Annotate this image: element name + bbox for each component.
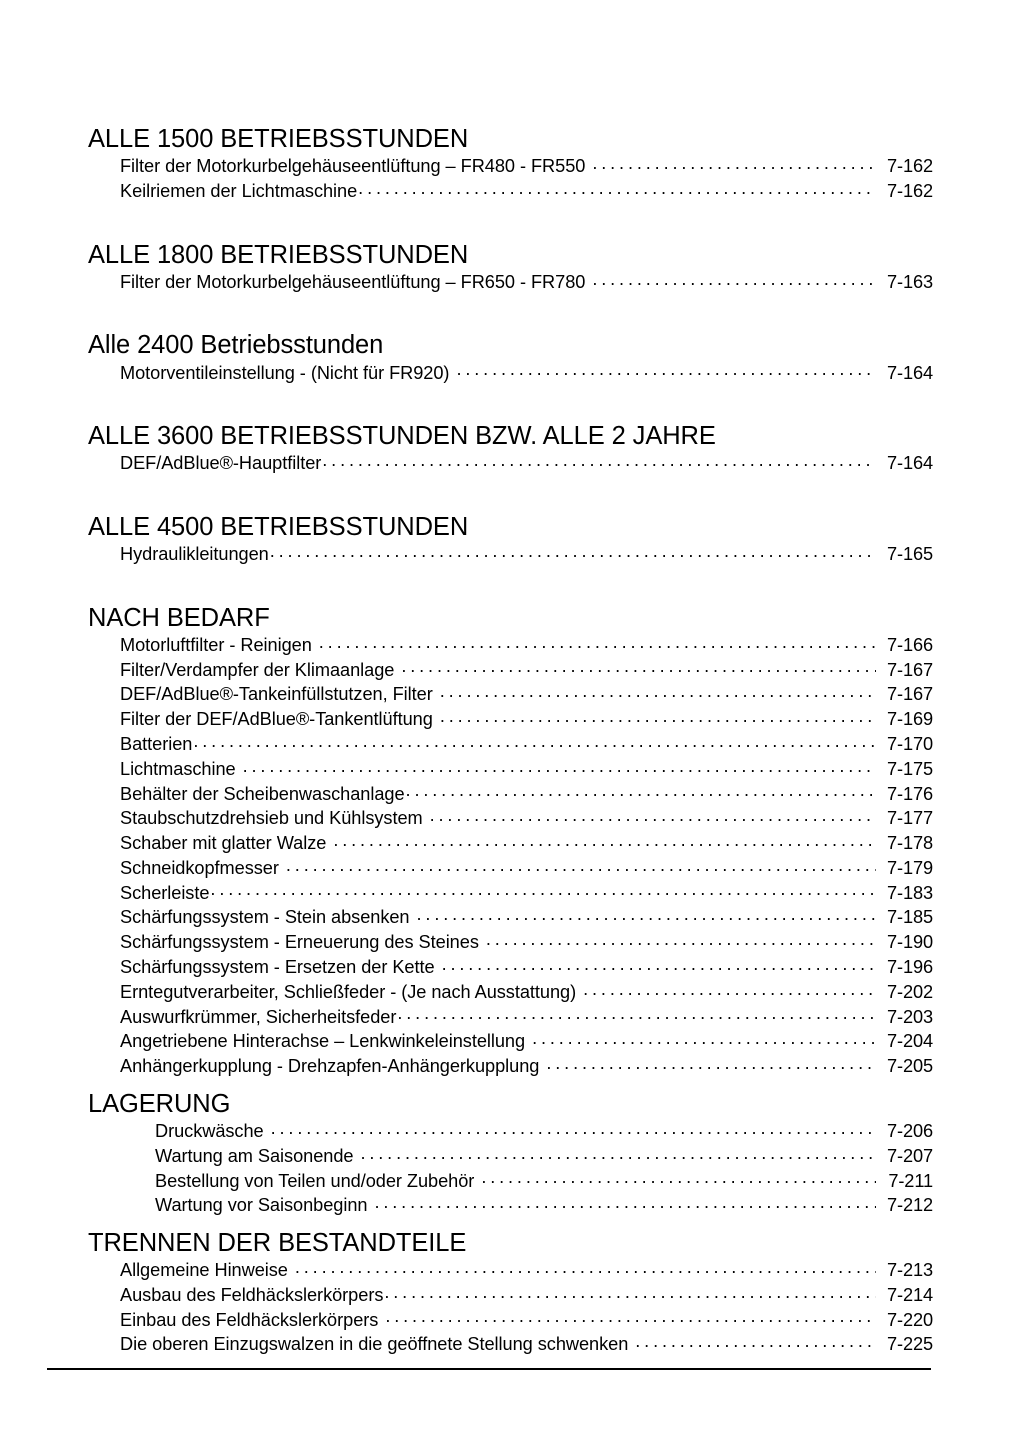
dot-leader	[583, 980, 876, 998]
dot-leader	[406, 781, 876, 799]
toc-entry[interactable]	[120, 707, 933, 732]
toc-entry-label: Batterien	[120, 734, 193, 754]
toc-entry-list	[88, 542, 933, 567]
toc-entry-label: Staubschutzdrehsieb und Kühlsystem	[120, 808, 423, 829]
toc-entry-list	[88, 633, 933, 1079]
dot-leader	[481, 1168, 876, 1186]
dot-leader	[360, 1144, 876, 1162]
toc-entry[interactable]	[120, 757, 933, 782]
toc-entry-list	[88, 360, 933, 385]
toc-entry-page-number: 7-165	[886, 544, 933, 565]
toc-entry[interactable]	[120, 732, 933, 757]
toc-entry-label: Motorluftfilter - Reinigen	[120, 634, 312, 655]
dot-leader	[319, 633, 876, 651]
dot-leader	[243, 757, 876, 775]
toc-entry-page-number: 7-167	[886, 659, 933, 680]
dot-leader	[397, 1004, 876, 1022]
toc-entry-label: Ausbau des Feldhäckslerkörpers	[120, 1284, 384, 1305]
dot-leader	[417, 905, 876, 923]
toc-entry-page-number: 7-177	[886, 808, 933, 829]
dot-leader	[430, 806, 876, 824]
toc-entry-label: Scherleiste	[120, 882, 210, 903]
toc-entry-label: Filter der DEF/AdBlue®-Tankentlüftung	[120, 709, 433, 730]
dot-leader	[384, 1283, 876, 1301]
toc-section-heading: ALLE 3600 BETRIEBSSTUNDEN BZW. ALLE 2 JAHRE	[88, 422, 716, 451]
toc-entry-page-number: 7-169	[886, 709, 933, 730]
toc-section-heading: ALLE 4500 BETRIEBSSTUNDEN	[88, 512, 469, 541]
toc-entry[interactable]	[120, 781, 933, 806]
toc-entry-page-number: 7-207	[886, 1145, 933, 1166]
toc-entry[interactable]	[155, 1144, 933, 1169]
toc-section-heading: ALLE 1800 BETRIEBSSTUNDEN	[88, 240, 469, 269]
toc-section	[88, 240, 933, 295]
toc-entry[interactable]	[120, 270, 933, 295]
toc-entry-label: Schärfungssystem - Erneuerung des Steines	[120, 932, 479, 953]
toc-entry-page-number: 7-214	[886, 1284, 933, 1305]
toc-entry-label: Auswurfkrümmer, Sicherheitsfeder	[120, 1006, 397, 1027]
dot-leader	[592, 154, 876, 172]
toc-entry[interactable]	[120, 1054, 933, 1079]
toc-entry[interactable]	[120, 1029, 933, 1054]
toc-entry-list	[88, 451, 933, 476]
toc-entry-page-number: 7-202	[886, 981, 933, 1002]
toc-entry-page-number: 7-170	[886, 734, 933, 754]
toc-entry-label: Schärfungssystem - Stein absenken	[120, 907, 410, 928]
dot-leader	[374, 1193, 876, 1211]
dot-leader	[546, 1054, 876, 1072]
toc-entry-page-number: 7-204	[886, 1031, 933, 1052]
toc-entry-label: Allgemeine Hinweise	[120, 1260, 288, 1281]
toc-entry[interactable]	[120, 657, 933, 682]
toc-entry-page-number: 7-162	[886, 156, 933, 177]
toc-section	[88, 603, 933, 1079]
toc-entry-page-number: 7-203	[886, 1006, 933, 1027]
toc-entry[interactable]	[120, 905, 933, 930]
toc-entry-label: Schaber mit glatter Walze	[120, 833, 327, 854]
dot-leader	[322, 451, 876, 469]
toc-entry-page-number: 7-212	[886, 1195, 933, 1216]
toc-entry-page-number: 7-183	[886, 882, 933, 903]
toc-entry-label: Wartung vor Saisonbeginn	[155, 1195, 368, 1216]
toc-entry-label: Lichtmaschine	[120, 758, 236, 779]
dot-leader	[486, 930, 876, 948]
dot-leader	[456, 360, 876, 378]
toc-entry-page-number: 7-190	[886, 932, 933, 953]
toc-entry[interactable]	[155, 1119, 933, 1144]
toc-entry[interactable]	[120, 682, 933, 707]
toc-entry[interactable]	[120, 633, 933, 658]
toc-entry-label: Anhängerkupplung - Drehzapfen-Anhängerkupplung	[120, 1056, 540, 1077]
dot-leader	[532, 1029, 876, 1047]
toc-entry-list	[88, 1119, 933, 1218]
toc-entry-label: Schneidkopfmesser	[120, 857, 279, 878]
toc-entry[interactable]	[120, 930, 933, 955]
toc-entry[interactable]	[120, 980, 933, 1005]
toc-entry-page-number: 7-185	[886, 907, 933, 928]
toc-entry[interactable]	[120, 831, 933, 856]
dot-leader	[401, 657, 876, 675]
toc-entry-page-number: 7-196	[886, 957, 933, 978]
toc-entry-label: Filter der Motorkurbelgehäuseentlüftung – FR480 - FR550	[120, 156, 586, 177]
toc-entry-label: Filter der Motorkurbelgehäuseentlüftung – FR650 - FR780	[120, 271, 586, 292]
toc-section	[88, 330, 933, 385]
toc-entry-label: Die oberen Einzugswalzen in die geöffnete Stellung schwenken	[120, 1334, 629, 1355]
toc-entry[interactable]	[155, 1168, 933, 1193]
toc-entry[interactable]	[120, 179, 933, 204]
toc-section-heading: ALLE 1500 BETRIEBSSTUNDEN	[88, 125, 469, 153]
table-of-contents	[88, 124, 933, 1357]
dot-leader	[635, 1332, 876, 1350]
toc-entry-label: Druckwäsche	[155, 1120, 264, 1141]
toc-entry[interactable]	[120, 806, 933, 831]
dot-leader	[592, 270, 876, 288]
dot-leader	[442, 955, 876, 973]
toc-entry[interactable]	[120, 955, 933, 980]
toc-entry[interactable]	[120, 881, 933, 906]
toc-section-heading: Alle 2400 Betriebsstunden	[88, 331, 384, 360]
toc-entry-label: Erntegutverarbeiter, Schließfeder - (Je nach Ausstattung)	[120, 981, 577, 1002]
toc-entry[interactable]	[120, 856, 933, 881]
toc-entry-label: DEF/AdBlue®-Hauptfilter	[120, 453, 322, 474]
toc-entry-page-number: 7-163	[886, 271, 933, 292]
toc-entry-page-number: 7-211	[888, 1170, 933, 1191]
toc-section-heading: NACH BEDARF	[88, 603, 270, 632]
toc-entry-page-number: 7-178	[886, 833, 933, 854]
toc-section	[88, 512, 933, 567]
toc-entry-page-number: 7-206	[886, 1120, 933, 1141]
toc-entry[interactable]	[120, 1004, 933, 1029]
toc-section-heading: LAGERUNG	[88, 1089, 231, 1118]
toc-entry-page-number: 7-166	[886, 634, 933, 655]
toc-entry-label: Filter/Verdampfer der Klimaanlage	[120, 659, 395, 680]
toc-entry-page-number: 7-176	[886, 783, 933, 804]
toc-entry-list	[88, 270, 933, 295]
toc-entry-label: Angetriebene Hinterachse – Lenkwinkeleinstellung	[120, 1031, 526, 1052]
toc-entry[interactable]	[120, 360, 933, 385]
toc-entry-page-number: 7-205	[886, 1056, 933, 1077]
toc-entry[interactable]	[120, 1332, 933, 1357]
toc-entry-label: Bestellung von Teilen und/oder Zubehör	[155, 1170, 475, 1191]
dot-leader	[210, 881, 876, 899]
toc-section	[88, 1089, 933, 1218]
toc-entry-list	[88, 154, 933, 204]
toc-entry[interactable]	[155, 1193, 933, 1218]
toc-entry-page-number: 7-175	[886, 758, 933, 779]
dot-leader	[440, 707, 876, 725]
toc-entry-page-number: 7-213	[886, 1260, 933, 1281]
toc-entry[interactable]	[120, 1307, 933, 1332]
footer-divider	[47, 1368, 931, 1370]
toc-entry-label: DEF/AdBlue®-Tankeinfüllstutzen, Filter	[120, 684, 433, 705]
toc-entry-page-number: 7-164	[886, 453, 933, 474]
toc-entry-label: Einbau des Feldhäckslerkörpers	[120, 1309, 379, 1330]
toc-entry-list	[88, 1258, 933, 1357]
toc-entry-page-number: 7-179	[886, 857, 933, 878]
toc-entry[interactable]	[120, 154, 933, 179]
toc-entry-label: Keilriemen der Lichtmaschine	[120, 180, 358, 201]
toc-entry-page-number: 7-225	[886, 1334, 933, 1355]
toc-entry-page-number: 7-220	[886, 1309, 933, 1330]
toc-entry[interactable]	[120, 1283, 933, 1308]
dot-leader	[286, 856, 876, 874]
dot-leader	[440, 682, 876, 700]
toc-section	[88, 421, 933, 476]
toc-entry-page-number: 7-162	[886, 180, 933, 201]
toc-entry-label: Motorventileinstellung - (Nicht für FR920)	[120, 362, 450, 383]
toc-section	[88, 124, 933, 204]
toc-entry[interactable]	[120, 451, 933, 476]
toc-entry-label: Behälter der Scheibenwaschanlage	[120, 783, 405, 804]
dot-leader	[358, 179, 876, 197]
dot-leader	[271, 1119, 876, 1137]
toc-entry[interactable]	[120, 1258, 933, 1283]
toc-entry-label: Hydraulikleitungen	[120, 544, 269, 565]
toc-section	[88, 1228, 933, 1357]
dot-leader	[295, 1258, 876, 1276]
toc-entry-page-number: 7-164	[886, 362, 933, 383]
toc-entry-label: Wartung am Saisonende	[155, 1145, 354, 1166]
dot-leader	[385, 1307, 876, 1325]
toc-entry-label: Schärfungssystem - Ersetzen der Kette	[120, 957, 435, 978]
toc-section-heading: TRENNEN DER BESTANDTEILE	[88, 1228, 467, 1257]
toc-entry-page-number: 7-167	[886, 684, 933, 705]
dot-leader	[333, 831, 876, 849]
toc-entry[interactable]	[120, 542, 933, 567]
dot-leader	[193, 732, 876, 750]
dot-leader	[270, 542, 876, 560]
